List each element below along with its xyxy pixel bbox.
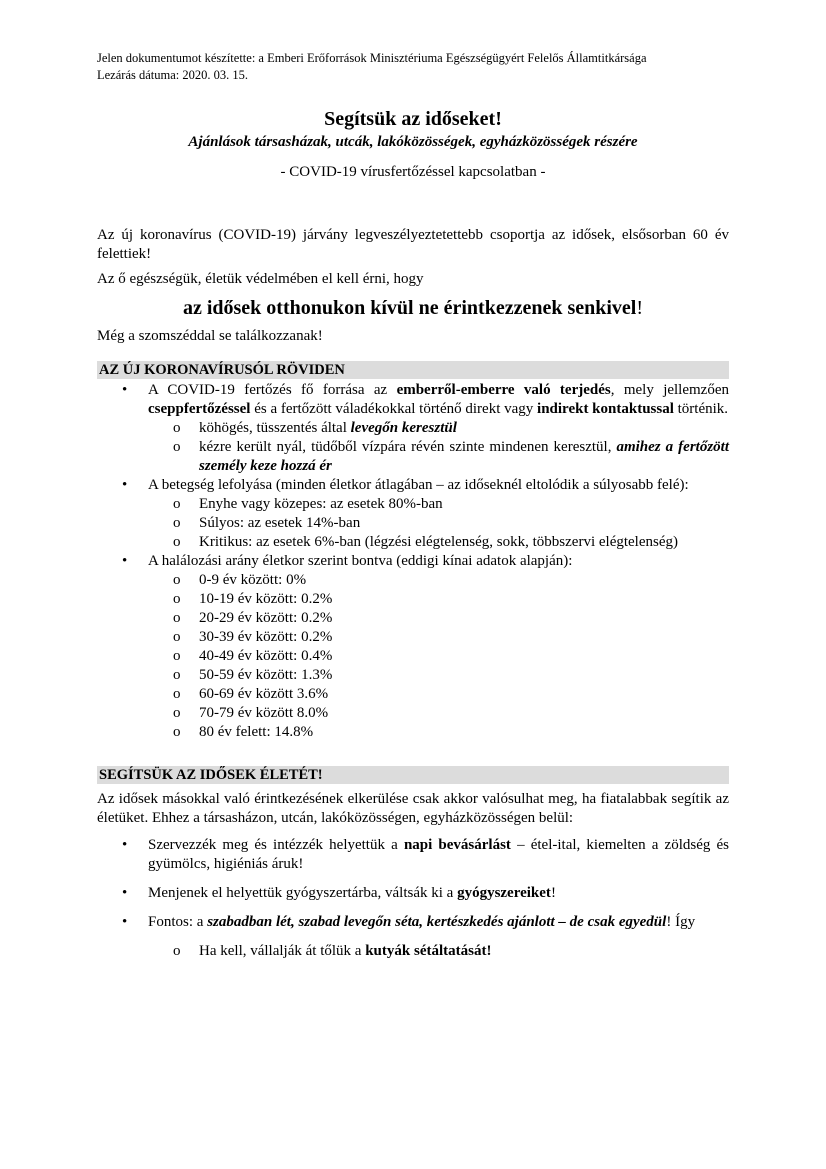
list-item: o Kritikus: az esetek 6%-ban (légzési elégtelenség, sokk, többszervi elégtelenség) xyxy=(148,533,729,552)
section-heading-help-elderly: SEGÍTSÜK AZ IDŐSEK ÉLETÉT! xyxy=(97,766,729,784)
severity-sublist xyxy=(148,495,729,552)
mortality-sublist xyxy=(148,571,729,742)
list-item: o Enyhe vagy közepes: az esetek 80%-ban xyxy=(148,495,729,514)
intro-paragraph-3: Még a szomszéddal se találkozzanak! xyxy=(97,328,323,344)
key-message: az idősek otthonukon kívül ne érintkezzenek senkivel! xyxy=(182,297,644,319)
author-line: Jelen dokumentumot készítette: a Emberi Erőforrások Minisztériuma Egészségügyért Felelős Államtitkársága xyxy=(97,51,647,65)
intro-paragraph-2: Az ő egészségük, életük védelmében el kell érni, hogy xyxy=(97,271,424,287)
list-item: o 40-49 év között: 0.4% xyxy=(148,647,729,666)
document-subtitle: Ajánlások társasházak, utcák, lakóközösségek, egyházközösségek részére xyxy=(188,134,638,150)
list-item: o Súlyos: az esetek 14%-ban xyxy=(148,514,729,533)
help-intro-paragraph: Az idősek másokkal való érintkezésének elkerülése csak akkor valósulhat meg, ha fiatalabbak segítik az életüket. Ehhez a társasházon, utcán, lakóközösségen, egyházközösségen belül: xyxy=(97,791,729,826)
list-item: o 50-59 év között: 1.3% xyxy=(148,666,729,685)
help-list xyxy=(97,836,729,961)
list-item: o 20-29 év között: 0.2% xyxy=(148,609,729,628)
list-item: o 70-79 év között 8.0% xyxy=(148,704,729,723)
list-item: • Fontos: a szabadban lét, szabad levegőn séta, kertészkedés ajánlott – de csak egyedül! Így o Ha kell, vállalják át tőlük a kutyák sétáltatását! xyxy=(97,913,729,961)
list-item: • A COVID-19 fertőzés fő forrása az emberről-emberre való terjedés, mely jellemzően cseppfertőzéssel és a fertőzött váladékokkal történő direkt vagy indirekt kontaktussal történik. o köhögés, tüsszentés által levegőn keresztül o kézre került nyál, tüdőből vízpára révén szinte mindenen keresztül, amihez a fertőzött személy keze hozzá ér xyxy=(97,381,729,476)
list-item: • A halálozási arány életkor szerint bontva (eddigi kínai adatok alapján): o 0-9 év között: 0% o 10-19 év között: 0.2% o 20-29 év között: 0.2% o 30-39 év között: 0.2% o 40-49 év között: 0.4% o 50-59 év között: 1.3% o 60-69 év között 3.6% o 70-79 év között 8.0% o 80 év felett: 14.8% xyxy=(97,552,729,742)
dog-walking-sublist xyxy=(148,942,729,961)
coronavirus-facts-list xyxy=(97,381,729,742)
document-header xyxy=(97,50,647,84)
list-item: • A betegség lefolyása (minden életkor átlagában – az időseknél eltolódik a súlyosabb felé): o Enyhe vagy közepes: az esetek 80%-ban o Súlyos: az esetek 14%-ban o Kritikus: az esetek 6%-ban (légzési elégtelenség, sokk, többszervi elégtelenség) xyxy=(97,476,729,552)
closing-date-line: Lezárás dátuma: 2020. 03. 15. xyxy=(97,68,248,82)
document-topic: - COVID-19 vírusfertőzéssel kapcsolatban - xyxy=(280,164,546,180)
list-item: • Menjenek el helyettük gyógyszertárba, váltsák ki a gyógyszereiket! xyxy=(97,884,729,903)
section-heading-coronavirus: AZ ÚJ KORONAVÍRUSÓL RÖVIDEN xyxy=(97,361,729,379)
document-title: Segítsük az időseket! xyxy=(324,108,502,130)
list-item: o 30-39 év között: 0.2% xyxy=(148,628,729,647)
list-item: o Ha kell, vállalják át tőlük a kutyák sétáltatását! xyxy=(148,942,729,961)
list-item: o 60-69 év között 3.6% xyxy=(148,685,729,704)
intro-paragraph-1: Az új koronavírus (COVID-19) járvány legveszélyeztetettebb csoportja az idősek, elsősorban 60 év felettiek! xyxy=(97,227,729,262)
list-item: o köhögés, tüsszentés által levegőn keresztül xyxy=(148,419,729,438)
list-item: o 0-9 év között: 0% xyxy=(148,571,729,590)
list-item: o 80 év felett: 14.8% xyxy=(148,723,729,742)
list-item: o 10-19 év között: 0.2% xyxy=(148,590,729,609)
document-body xyxy=(97,226,729,961)
key-message-text: az idősek otthonukon kívül ne érintkezzenek senkivel xyxy=(182,297,637,319)
list-item: o kézre került nyál, tüdőből vízpára révén szinte mindenen keresztül, amihez a fertőzött személy keze hozzá ér xyxy=(148,438,729,476)
list-item: • Szervezzék meg és intézzék helyettük a napi bevásárlást – étel-ital, kiemelten a zöldség és gyümölcs, higiéniás áruk! xyxy=(97,836,729,874)
transmission-sublist xyxy=(148,419,729,476)
